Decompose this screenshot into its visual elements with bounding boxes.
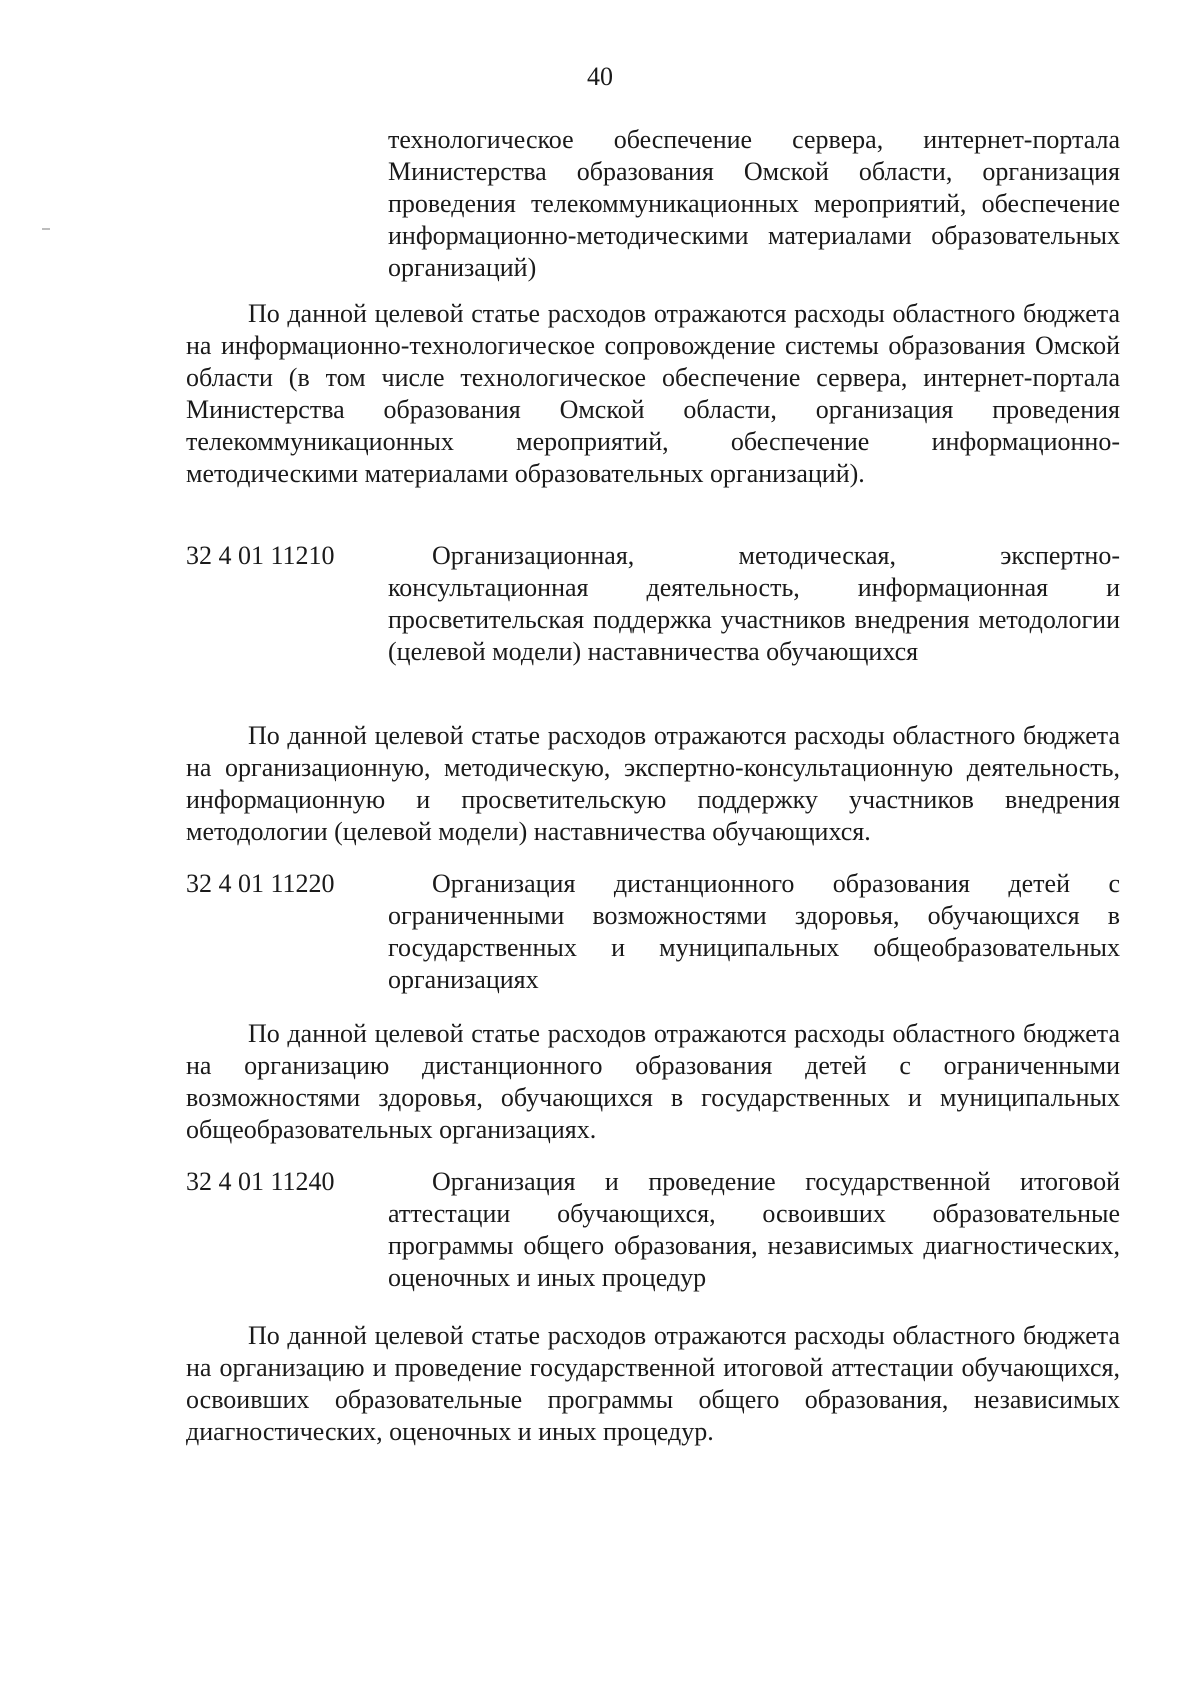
continuation-text: технологическое обеспечение сервера, интернет-портала Министерства образования Омской области, организация проведения телекоммуникационных мероприятий, обеспечение информационно-методическими материалами образовательных организаций) bbox=[388, 125, 1120, 282]
description-paragraph-4: По данной целевой статье расходов отражаются расходы областного бюджета на организацию и проведение государственной итоговой аттестации обучающихся, освоивших образовательные программы общего образования, независимых диагностических, оценочных и иных процедур. bbox=[186, 1321, 1120, 1446]
description-paragraph-1: По данной целевой статье расходов отражаются расходы областного бюджета на информационно-технологическое сопровождение системы образования Омской области (в том числе технологическое обеспечение сервера, интернет-портала Министерства образования Омской области, организация проведения телекоммуникационных мероприятий, обеспечение информационно-методическими материалами образовательных организаций). bbox=[186, 299, 1120, 488]
budget-code-3: 32 4 01 11240 bbox=[186, 1167, 335, 1196]
budget-code-2: 32 4 01 11220 bbox=[186, 869, 335, 898]
budget-entry-title-3: Организация и проведение государственной итоговой аттестации обучающихся, освоивших образовательные программы общего образования, независимых диагностических, оценочных и иных процедур bbox=[388, 1167, 1120, 1292]
budget-entry-title-2: Организация дистанционного образования детей с ограниченными возможностями здоровья, обучающихся в государственных и муниципальных общеобразовательных организациях bbox=[388, 869, 1120, 994]
description-paragraph-2: По данной целевой статье расходов отражаются расходы областного бюджета на организационную, методическую, экспертно-консультационную деятельность, информационную и просветительскую поддержку участников внедрения методологии (целевой модели) наставничества обучающихся. bbox=[186, 721, 1120, 846]
scan-artifact-mark bbox=[42, 228, 50, 230]
page-number: 40 bbox=[587, 62, 613, 91]
budget-code-1: 32 4 01 11210 bbox=[186, 541, 335, 570]
budget-entry-title-1: Организационная, методическая, экспертно-консультационная деятельность, информационная и просветительская поддержка участников внедрения методологии (целевой модели) наставничества обучающихся bbox=[388, 541, 1120, 666]
description-paragraph-3: По данной целевой статье расходов отражаются расходы областного бюджета на организацию дистанционного образования детей с ограниченными возможностями здоровья, обучающихся в государственных и муниципальных общеобразовательных организациях. bbox=[186, 1019, 1120, 1144]
